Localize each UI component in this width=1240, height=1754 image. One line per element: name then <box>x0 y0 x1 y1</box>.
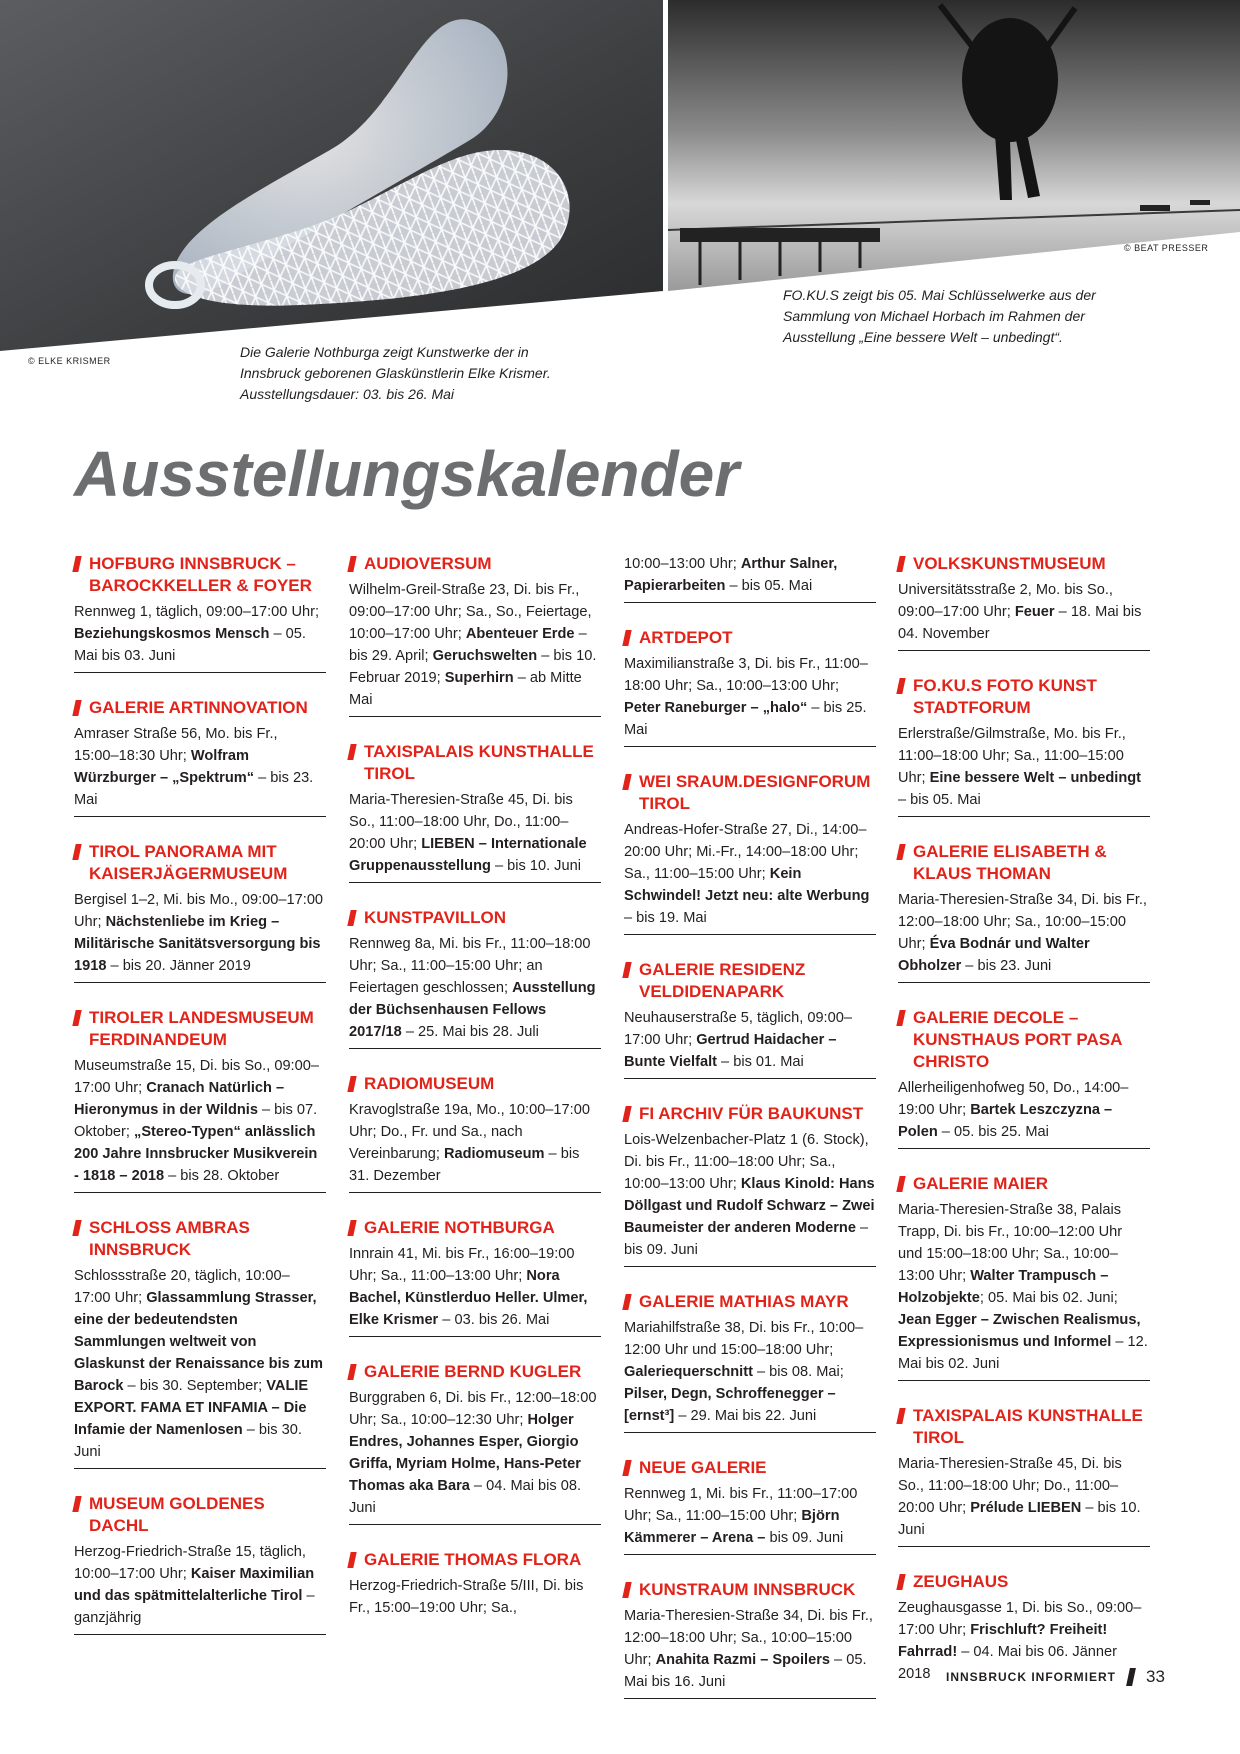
venue-details <box>898 723 1150 811</box>
venue-name <box>74 553 326 597</box>
venue-details <box>349 789 601 877</box>
detail-text: – bis 31. Dezember <box>349 1146 580 1184</box>
calendar-entry <box>898 841 1150 983</box>
venue-name-text: GALERIE DECOLE – KUNSTHAUS PORT PASA CHRISTO <box>913 1008 1122 1071</box>
detail-text: – 18. Mai bis 04. November <box>898 604 1142 642</box>
calendar-column-2 <box>349 553 601 1648</box>
venue-name-text: FO.KU.S FOTO KUNST STADTFORUM <box>913 676 1097 717</box>
venue-name-text: MUSEUM GOLDENES DACHL <box>89 1494 265 1535</box>
detail-text: bis 09. Juni <box>765 1530 844 1546</box>
red-slash-mark <box>347 744 356 760</box>
exhibition-title: Holger Endres, Johannes Esper, Giorgio Griffa, Myriam Holme, Hans-Peter Thomas aka Bara <box>349 1412 581 1494</box>
footer-slash-mark <box>1126 1668 1136 1686</box>
exhibition-title: Eine bessere Welt – unbedingt <box>929 770 1142 786</box>
page-title: Ausstellungskalender <box>74 438 740 510</box>
detail-text: Rennweg 8a, Mi. bis Fr., 11:00–18:00 Uhr; Sa., 11:00–15:00 Uhr; an Feiertagen geschlossen; <box>349 936 591 996</box>
venue-name-text: ARTDEPOT <box>639 628 733 647</box>
exhibition-title: Jean Egger – Zwischen Realismus, Expressionismus und Informel <box>898 1312 1141 1350</box>
detail-text: – bis 10. Juni <box>490 858 581 874</box>
exhibition-title: Arthur Salner, Papierarbeiten <box>624 556 838 594</box>
venue-name-text: TAXISPALAIS KUNSTHALLE TIROL <box>364 742 594 783</box>
exhibition-title: Superhirn <box>444 670 514 686</box>
venue-name <box>898 1007 1150 1073</box>
exhibition-title: Ausstellung der Büchsenhausen Fellows 2017/18 <box>349 980 596 1040</box>
detail-text: – bis 01. Mai <box>717 1054 804 1070</box>
venue-details <box>898 1199 1150 1375</box>
exhibition-title: Klaus Kinold: Hans Döllgast und Rudolf Schwarz – Zwei Baumeister der anderen Moderne <box>624 1176 875 1236</box>
red-slash-mark <box>72 1010 81 1026</box>
detail-text: Zeughausgasse 1, Di. bis So., 09:00–17:00 Uhr; <box>898 1600 1142 1638</box>
calendar-entry <box>898 1405 1150 1547</box>
detail-text: – 04. Mai bis 06. Jänner 2018 <box>898 1644 1118 1682</box>
venue-name-text: TAXISPALAIS KUNSTHALLE TIROL <box>913 1406 1143 1447</box>
calendar-entry <box>624 1457 876 1555</box>
photo-caption-right: FO.KU.S zeigt bis 05. Mai Schlüsselwerke aus der Sammlung von Michael Horbach im Rahmen der Ausstellung „Eine bessere Welt – unbedingt“. <box>783 287 1096 345</box>
detail-text: 10:00–13:00 Uhr; <box>624 556 741 572</box>
detail-text: Herzog-Friedrich-Straße 5/III, Di. bis Fr., 15:00–19:00 Uhr; Sa., <box>349 1578 584 1616</box>
detail-text: – 25. Mai bis 28. Juli <box>401 1024 539 1040</box>
detail-text: Maria-Theresien-Straße 38, Palais Trapp, Di. bis Fr., 10:00–12:00 Uhr und 15:00–18:00 Uhr; Sa., 10:00–13:00 Uhr; <box>898 1202 1123 1284</box>
exhibition-title: Abenteuer Erde <box>465 626 575 642</box>
exhibition-title: Prélude LIEBEN <box>970 1500 1082 1516</box>
red-slash-mark <box>896 1408 905 1424</box>
exhibition-title: Bartek Leszczyzna – Polen <box>898 1102 1113 1140</box>
exhibition-title: Björn Kämmerer – Arena – <box>624 1508 840 1546</box>
venue-name-text: ZEUGHAUS <box>913 1572 1009 1591</box>
detail-text: – 05. Mai bis 03. Juni <box>74 626 306 664</box>
detail-text: Maria-Theresien-Straße 34, Di. bis Fr., 12:00–18:00 Uhr; Sa., 10:00–15:00 Uhr; <box>624 1608 873 1668</box>
venue-details <box>74 1541 326 1629</box>
red-slash-mark <box>347 556 356 572</box>
exhibition-title: VALIE EXPORT. FAMA ET INFAMIA – Die Infamie der Namenlosen <box>74 1378 309 1438</box>
venue-name-text: AUDIOVERSUM <box>364 554 492 573</box>
detail-text: – bis 07. Oktober; <box>74 1102 318 1140</box>
venue-name <box>898 1173 1150 1195</box>
venue-name <box>349 553 601 575</box>
venue-details <box>74 1055 326 1187</box>
venue-name-text: GALERIE RESIDENZ VELDIDENAPARK <box>639 960 806 1001</box>
red-slash-mark <box>72 1220 81 1236</box>
detail-text: – bis 25. Mai <box>624 700 867 738</box>
detail-text: Erlerstraße/Gilmstraße, Mo. bis Fr., 11:00–18:00 Uhr; Sa., 11:00–15:00 Uhr; <box>898 726 1126 786</box>
detail-text: Innrain 41, Mi. bis Fr., 16:00–19:00 Uhr; Sa., 11:00–13:00 Uhr; <box>349 1246 575 1284</box>
photo-credit-right: © BEAT PRESSER <box>1124 243 1209 253</box>
venue-name <box>349 1361 601 1383</box>
exhibition-title: Glassammlung Strasser, eine der bedeutendsten Sammlungen weltweit von Glaskunst der Renaissance bis zum Barock <box>74 1290 323 1394</box>
exhibition-title: Wolfram Würzburger – „Spektrum“ <box>74 748 255 786</box>
venue-name <box>349 1549 601 1571</box>
exhibition-title: Cranach Natürlich – Hieronymus in der Wildnis <box>74 1080 285 1118</box>
detail-text: – bis 10. Februar 2019; <box>349 648 597 686</box>
venue-name-text: KUNSTPAVILLON <box>364 908 506 927</box>
exhibition-title: Nächstenliebe im Krieg – Militärische Sanitätsversorgung bis 1918 <box>74 914 321 974</box>
venue-name-text: GALERIE BERND KUGLER <box>364 1362 582 1381</box>
venue-details <box>349 579 601 711</box>
calendar-entry <box>349 1549 601 1624</box>
detail-text: Wilhelm-Greil-Straße 23, Di. bis Fr., 09:00–17:00 Uhr; Sa., So., Feiertage, 10:00–17:00 Uhr; <box>349 582 592 642</box>
calendar-column-4 <box>898 553 1150 1714</box>
exhibition-title: Geruchswelten <box>432 648 538 664</box>
venue-name-text: GALERIE NOTHBURGA <box>364 1218 555 1237</box>
detail-text: Andreas-Hofer-Straße 27, Di., 14:00–20:00 Uhr; Mi.-Fr., 14:00–18:00 Uhr; Sa., 11:00–15:00 Uhr; <box>624 822 867 882</box>
venue-name <box>898 1571 1150 1593</box>
detail-text: Amraser Straße 56, Mo. bis Fr., 15:00–18:30 Uhr; <box>74 726 278 764</box>
photo-caption-left: Die Galerie Nothburga zeigt Kunstwerke der in Innsbruck geborenen Glaskünstlerin Elke Krismer. Ausstellungsdauer: 03. bis 26. Mai <box>240 344 551 402</box>
red-slash-mark <box>347 1552 356 1568</box>
venue-name-text: SCHLOSS AMBRAS INNSBRUCK <box>89 1218 250 1259</box>
venue-name-text: HOFBURG INNSBRUCK – BAROCKKELLER & FOYER <box>89 554 312 595</box>
calendar-entry <box>624 1291 876 1433</box>
venue-name <box>74 1217 326 1261</box>
detail-text: Maximilianstraße 3, Di. bis Fr., 11:00–18:00 Uhr; Sa., 10:00–13:00 Uhr; <box>624 656 868 694</box>
detail-text: – bis 09. Juni <box>624 1220 869 1258</box>
venue-name <box>624 1579 876 1601</box>
red-slash-mark <box>622 962 631 978</box>
venue-name <box>349 907 601 929</box>
glass-art-photo <box>0 0 663 351</box>
detail-text: Kravoglstraße 19a, Mo., 10:00–17:00 Uhr; Do., Fr. und Sa., nach Vereinbarung; <box>349 1102 590 1162</box>
calendar-column-1 <box>74 553 326 1659</box>
calendar-entry <box>74 1007 326 1193</box>
detail-text: – bis 23. Juni <box>961 958 1052 974</box>
detail-text: Rennweg 1, Mi. bis Fr., 11:00–17:00 Uhr; Sa., 11:00–15:00 Uhr; <box>624 1486 858 1524</box>
venue-details <box>624 819 876 929</box>
venue-name-text: TIROL PANORAMA MIT KAISERJÄGERMUSEUM <box>89 842 288 883</box>
detail-text: Maria-Theresien-Straße 34, Di. bis Fr., 12:00–18:00 Uhr; Sa., 10:00–15:00 Uhr; <box>898 892 1147 952</box>
exhibition-title: Nora Bachel, Künstlerduo Heller. Ulmer, Elke Krismer <box>349 1268 588 1328</box>
detail-text: Mariahilfstraße 38, Di. bis Fr., 10:00–12:00 Uhr und 15:00–18:00 Uhr; <box>624 1320 864 1358</box>
detail-text: – ganzjährig <box>74 1588 315 1626</box>
red-slash-mark <box>622 630 631 646</box>
detail-text: – bis 08. Mai; <box>752 1364 844 1380</box>
detail-text: – 05. Mai bis 16. Juni <box>624 1652 867 1690</box>
venue-name <box>898 553 1150 575</box>
venue-details <box>74 889 326 977</box>
calendar-entry <box>349 553 601 717</box>
venue-details <box>349 1387 601 1519</box>
detail-text: – 12. Mai bis 02. Juni <box>898 1334 1148 1372</box>
detail-text: – ab Mitte Mai <box>349 670 582 708</box>
calendar-entry <box>624 1579 876 1699</box>
calendar-entry <box>74 1217 326 1469</box>
photo-credit-left: © ELKE KRISMER <box>28 356 111 366</box>
red-slash-mark <box>896 678 905 694</box>
detail-text: – bis 05. Mai <box>898 792 981 808</box>
exhibition-title: Peter Raneburger – „halo“ <box>624 700 808 716</box>
detail-text: – bis 19. Mai <box>624 910 707 926</box>
detail-text: ; 05. Mai bis 02. Juni; <box>979 1290 1118 1306</box>
venue-name-text: GALERIE ARTINNOVATION <box>89 698 308 717</box>
red-slash-mark <box>622 1294 631 1310</box>
calendar-entry <box>349 1217 601 1337</box>
detail-text: – 04. Mai bis 08. Juni <box>349 1478 582 1516</box>
exhibition-title: Anahita Razmi – Spoilers <box>655 1652 830 1668</box>
venue-details <box>349 1243 601 1331</box>
calendar-entry <box>898 1173 1150 1381</box>
calendar-column-3 <box>624 553 876 1723</box>
calendar-entry <box>349 1361 601 1525</box>
detail-text: Maria-Theresien-Straße 45, Di. bis So., 11:00–18:00 Uhr; Do., 11:00–20:00 Uhr; <box>898 1456 1122 1516</box>
venue-name <box>74 697 326 719</box>
venue-name-text: GALERIE THOMAS FLORA <box>364 1550 582 1569</box>
venue-name <box>74 1493 326 1537</box>
venue-name <box>898 675 1150 719</box>
venue-name <box>624 771 876 815</box>
exhibition-title: Pilser, Degn, Schroffenegger – [ernst³] <box>624 1386 836 1424</box>
exhibition-title: Gertrud Haidacher – Bunte Vielfalt <box>624 1032 837 1070</box>
detail-text: – bis 29. April; <box>349 626 587 664</box>
exhibition-title: Éva Bodnár und Walter Obholzer <box>898 936 1090 974</box>
detail-text: – bis 23. Mai <box>74 770 314 808</box>
venue-details <box>74 1265 326 1463</box>
calendar-entry <box>624 771 876 935</box>
venue-details <box>898 579 1150 645</box>
red-slash-mark <box>72 700 81 716</box>
venue-details <box>624 1605 876 1693</box>
venue-name-text: TIROLER LANDESMUSEUM FERDINANDEUM <box>89 1008 314 1049</box>
exhibition-title: Beziehungskosmos Mensch <box>74 626 270 642</box>
red-slash-mark <box>622 1460 631 1476</box>
detail-text: Neuhauserstraße 5, täglich, 09:00–17:00 Uhr; <box>624 1010 852 1048</box>
detail-text: Herzog-Friedrich-Straße 15, täglich, 10:00–17:00 Uhr; <box>74 1544 306 1582</box>
exhibition-title: LIEBEN – Internationale Gruppenausstellung <box>349 836 587 874</box>
red-slash-mark <box>896 844 905 860</box>
exhibition-title: Feuer <box>1014 604 1055 620</box>
exhibition-title: Frischluft? Freiheit! Fahrrad! <box>898 1622 1108 1660</box>
venue-details <box>898 1077 1150 1143</box>
venue-name-text: GALERIE MAIER <box>913 1174 1049 1193</box>
detail-text: Bergisel 1–2, Mi. bis Mo., 09:00–17:00 Uhr; <box>74 892 324 930</box>
venue-details <box>624 1483 876 1549</box>
venue-name-text: VOLKSKUNSTMUSEUM <box>913 554 1106 573</box>
calendar-entry <box>349 741 601 883</box>
venue-name <box>624 627 876 649</box>
venue-details <box>624 1007 876 1073</box>
venue-name-text: FI ARCHIV FÜR BAUKUNST <box>639 1104 864 1123</box>
venue-name-text: GALERIE ELISABETH & KLAUS THOMAN <box>913 842 1107 883</box>
red-slash-mark <box>72 556 81 572</box>
red-slash-mark <box>622 1106 631 1122</box>
red-slash-mark <box>347 1364 356 1380</box>
venue-details <box>898 1453 1150 1541</box>
detail-text: Museumstraße 15, Di. bis So., 09:00–17:00 Uhr; <box>74 1058 319 1096</box>
red-slash-mark <box>896 556 905 572</box>
venue-details <box>624 553 876 597</box>
detail-text: Universitätsstraße 2, Mo. bis So., 09:00–17:00 Uhr; <box>898 582 1113 620</box>
calendar-entry <box>74 697 326 817</box>
venue-name <box>349 1073 601 1095</box>
detail-text: – bis 20. Jänner 2019 <box>106 958 251 974</box>
venue-name <box>624 1291 876 1313</box>
venue-details <box>349 1575 601 1619</box>
red-slash-mark <box>896 1574 905 1590</box>
detail-text: Schlossstraße 20, täglich, 10:00–17:00 Uhr; <box>74 1268 290 1306</box>
page-footer <box>946 1667 1165 1687</box>
red-slash-mark <box>622 1582 631 1598</box>
exhibition-title: Kein Schwindel! Jetzt neu: alte Werbung <box>624 866 870 904</box>
red-slash-mark <box>896 1176 905 1192</box>
red-slash-mark <box>72 1496 81 1512</box>
detail-text: Lois-Welzenbacher-Platz 1 (6. Stock), Di. bis Fr., 11:00–18:00 Uhr; Sa., 10:00–13:00 Uhr; <box>624 1132 869 1192</box>
exhibition-title: Radiomuseum <box>443 1146 545 1162</box>
detail-text: – 05. bis 25. Mai <box>937 1124 1049 1140</box>
detail-text: – bis 28. Oktober <box>164 1168 280 1184</box>
detail-text: – bis 10. Juni <box>898 1500 1141 1538</box>
venue-details <box>624 653 876 741</box>
venue-details <box>624 1317 876 1427</box>
red-slash-mark <box>347 1220 356 1236</box>
venue-details <box>349 933 601 1043</box>
exhibition-title: „Stereo-Typen“ anlässlich 200 Jahre Innsbrucker Musikverein - 1818 – 2018 <box>74 1124 318 1184</box>
venue-name-text: WEI SRAUM.DESIGNFORUM TIROL <box>639 772 871 813</box>
venue-details <box>898 889 1150 977</box>
calendar-entry <box>624 627 876 747</box>
venue-name-text: NEUE GALERIE <box>639 1458 767 1477</box>
publication-name: INNSBRUCK INFORMIERT <box>946 1670 1116 1684</box>
venue-name <box>898 1405 1150 1449</box>
photo-strip <box>0 0 1240 402</box>
venue-details <box>349 1099 601 1187</box>
calendar-entry <box>898 553 1150 651</box>
calendar-entry <box>624 959 876 1079</box>
venue-name <box>349 1217 601 1239</box>
red-slash-mark <box>347 910 356 926</box>
calendar-entry <box>624 553 876 603</box>
exhibition-title: Galeriequerschnitt <box>624 1364 753 1380</box>
venue-name <box>74 841 326 885</box>
venue-details <box>74 601 326 667</box>
venue-name <box>898 841 1150 885</box>
venue-name-text: KUNSTRAUM INNSBRUCK <box>639 1580 856 1599</box>
detail-text: – bis 05. Mai <box>725 578 813 594</box>
red-slash-mark <box>896 1010 905 1026</box>
detail-text: Burggraben 6, Di. bis Fr., 12:00–18:00 Uhr; Sa., 10:00–12:30 Uhr; <box>349 1390 597 1428</box>
detail-text: Maria-Theresien-Straße 45, Di. bis So., 11:00–18:00 Uhr, Do., 11:00–20:00 Uhr; <box>349 792 573 852</box>
calendar-entry <box>349 907 601 1049</box>
venue-name <box>624 1103 876 1125</box>
red-slash-mark <box>622 774 631 790</box>
calendar-entry <box>898 675 1150 817</box>
detail-text: Allerheiligenhofweg 50, Do., 14:00–19:00 Uhr; <box>898 1080 1129 1118</box>
detail-text: Rennweg 1, täglich, 09:00–17:00 Uhr; <box>74 604 320 620</box>
detail-text: – bis 30. September; <box>123 1378 267 1394</box>
calendar-entry <box>74 1493 326 1635</box>
calendar-entry <box>74 841 326 983</box>
calendar-entry <box>898 1007 1150 1149</box>
detail-text: – bis 30. Juni <box>74 1422 302 1460</box>
venue-name <box>624 1457 876 1479</box>
calendar-entry <box>349 1073 601 1193</box>
venue-name <box>349 741 601 785</box>
calendar-entry <box>74 553 326 673</box>
venue-name-text: GALERIE MATHIAS MAYR <box>639 1292 849 1311</box>
venue-name <box>624 959 876 1003</box>
venue-details <box>624 1129 876 1261</box>
detail-text: – 29. Mai bis 22. Juni <box>674 1408 817 1424</box>
calendar-entry <box>624 1103 876 1267</box>
venue-details <box>74 723 326 811</box>
venue-name <box>74 1007 326 1051</box>
exhibition-title: Walter Trampusch – Holzobjekte <box>898 1268 1109 1306</box>
exhibition-title: Kaiser Maximilian und das spätmittelalterliche Tirol <box>74 1566 315 1604</box>
detail-text: – 03. bis 26. Mai <box>438 1312 550 1328</box>
red-slash-mark <box>72 844 81 860</box>
red-slash-mark <box>347 1076 356 1092</box>
page-number: 33 <box>1146 1667 1165 1686</box>
venue-name-text: RADIOMUSEUM <box>364 1074 495 1093</box>
